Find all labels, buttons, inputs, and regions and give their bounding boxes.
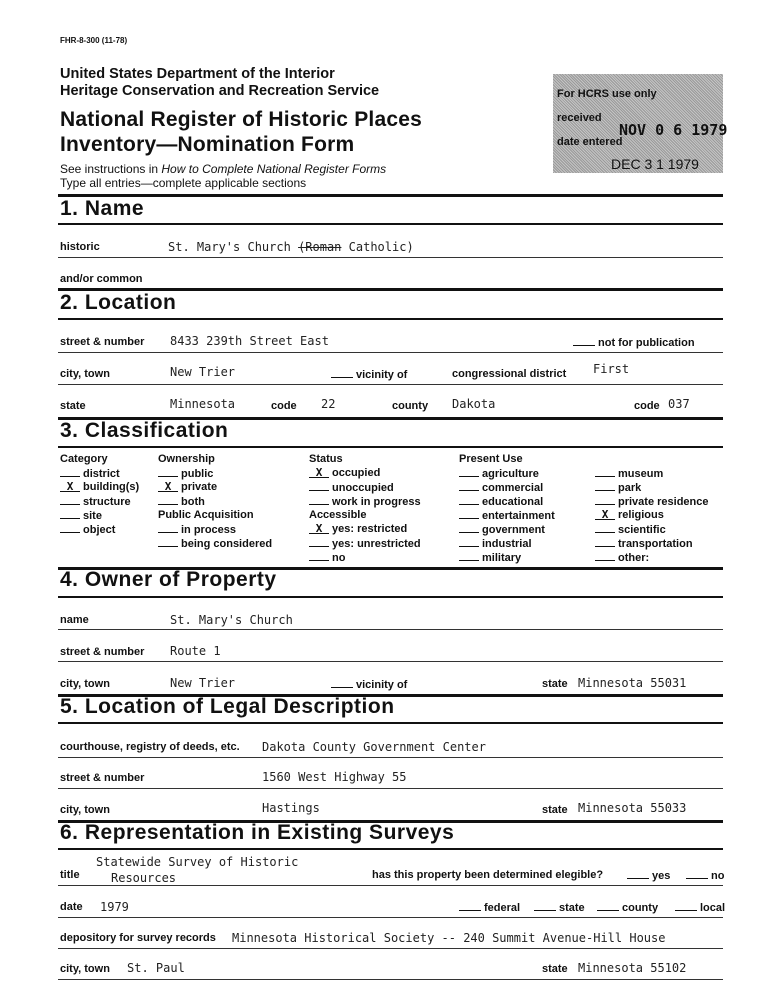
location-code-value: 22 xyxy=(321,397,336,411)
field-line xyxy=(58,885,723,886)
section-1-heading: 1. Name xyxy=(60,197,145,220)
survey-city-value: St. Paul xyxy=(127,961,185,975)
legal-state-value: Minnesota 55033 xyxy=(578,801,687,815)
survey-title-label: title xyxy=(60,869,80,881)
legal-street-label: street & number xyxy=(60,772,145,784)
location-vicinity: vicinity of xyxy=(331,368,407,381)
checkbox-blank xyxy=(158,523,178,533)
checklist-item xyxy=(309,467,421,481)
checklist-item xyxy=(158,481,217,495)
survey-city-label: city, town xyxy=(60,963,110,975)
legal-city-label: city, town xyxy=(60,804,110,816)
location-city-label: city, town xyxy=(60,368,110,380)
checklist-item xyxy=(459,481,555,495)
checklist-item xyxy=(60,467,139,481)
present-use-list-1 xyxy=(459,467,555,565)
section-rule xyxy=(58,848,723,850)
ownership-heading: Ownership xyxy=(158,453,215,465)
legal-state-label: state xyxy=(542,804,568,816)
location-code2-label: code xyxy=(634,400,660,412)
checkbox-blank xyxy=(459,495,479,505)
checkbox-blank xyxy=(595,481,615,491)
checklist-label: being considered xyxy=(181,538,273,550)
depository-label: depository for survey records xyxy=(60,932,216,944)
section-3-heading: 3. Classification xyxy=(60,419,229,442)
status-heading: Status xyxy=(309,453,343,465)
checklist-label: museum xyxy=(618,468,664,480)
checkbox-blank xyxy=(60,509,80,519)
owner-name-label: name xyxy=(60,614,89,626)
checkbox-blank: X xyxy=(60,482,80,492)
checklist-item xyxy=(309,481,421,495)
survey-state-value: Minnesota 55102 xyxy=(578,961,687,975)
field-line xyxy=(58,788,723,789)
survey-county: county xyxy=(597,901,658,914)
checklist-label: government xyxy=(482,524,545,536)
checklist-label: district xyxy=(83,468,120,480)
checklist-item xyxy=(60,495,139,509)
checklist-label: transportation xyxy=(618,538,693,550)
section-rule xyxy=(58,194,723,197)
courthouse-label: courthouse, registry of deeds, etc. xyxy=(60,741,240,753)
section-rule xyxy=(58,223,723,225)
survey-title-value-2: Resources xyxy=(111,871,177,885)
section-rule xyxy=(58,318,723,320)
checklist-label: entertainment xyxy=(482,510,555,522)
checklist-item xyxy=(595,551,709,565)
checkbox-blank xyxy=(158,537,178,547)
checklist-label: object xyxy=(83,524,116,536)
section-5-heading: 5. Location of Legal Description xyxy=(60,695,395,718)
common-label: and/or common xyxy=(60,273,143,285)
legal-street-value: 1560 West Highway 55 xyxy=(262,770,407,784)
location-code2-value: 037 xyxy=(668,397,690,411)
checklist-label: scientific xyxy=(618,524,666,536)
checkbox-blank xyxy=(309,537,329,547)
checklist-item xyxy=(459,551,555,565)
checkbox-blank xyxy=(60,523,80,533)
form-title-line-2: Inventory—Nomination Form xyxy=(60,133,355,156)
checkbox-blank xyxy=(309,495,329,505)
field-line xyxy=(58,661,723,662)
checklist-label: unoccupied xyxy=(332,482,394,494)
checkbox-blank xyxy=(595,495,615,505)
checkbox-blank xyxy=(459,523,479,533)
checkbox-blank xyxy=(595,523,615,533)
location-state-value: Minnesota xyxy=(170,397,236,411)
checklist-label: other: xyxy=(618,552,650,564)
checklist-label: agriculture xyxy=(482,468,539,480)
accessible-list xyxy=(309,523,421,565)
ownership-list xyxy=(158,467,217,509)
present-use-list-2 xyxy=(595,467,709,565)
section-4-heading: 4. Owner of Property xyxy=(60,568,277,591)
eligible-yes: yes xyxy=(627,869,670,882)
checkbox-blank xyxy=(60,495,80,505)
checklist-label: educational xyxy=(482,496,544,508)
location-county-label: county xyxy=(392,400,429,412)
checklist-item xyxy=(595,495,709,509)
checklist-label: private xyxy=(181,481,218,493)
owner-state-label: state xyxy=(542,678,568,690)
checkbox-blank xyxy=(595,467,615,477)
field-line xyxy=(58,384,723,385)
acquisition-list xyxy=(158,523,272,551)
legal-city-value: Hastings xyxy=(262,801,320,815)
owner-street-label: street & number xyxy=(60,646,145,658)
location-county-value: Dakota xyxy=(452,397,496,411)
checklist-label: military xyxy=(482,552,522,564)
location-code-label: code xyxy=(271,400,297,412)
checkbox-blank xyxy=(459,537,479,547)
category-list xyxy=(60,467,139,537)
checkbox-blank: X xyxy=(595,510,615,520)
checklist-label: private residence xyxy=(618,496,709,508)
section-rule xyxy=(58,722,723,724)
checklist-item xyxy=(459,537,555,551)
status-list xyxy=(309,467,421,509)
public-acquisition-heading: Public Acquisition xyxy=(158,509,254,521)
location-street-value: 8433 239th Street East xyxy=(170,334,329,348)
checklist-label: commercial xyxy=(482,482,544,494)
owner-city-value: New Trier xyxy=(170,676,236,690)
checklist-label: public xyxy=(181,468,214,480)
survey-local: local xyxy=(675,901,725,914)
checkbox-blank xyxy=(459,509,479,519)
survey-federal: federal xyxy=(459,901,520,914)
checklist-label: religious xyxy=(618,509,664,521)
present-use-heading: Present Use xyxy=(459,453,523,465)
section-2-heading: 2. Location xyxy=(60,291,177,314)
survey-date-value: 1979 xyxy=(100,900,129,914)
field-line xyxy=(58,979,723,980)
checkbox-blank xyxy=(60,467,80,477)
form-title-line-1: National Register of Historic Places xyxy=(60,108,422,131)
checkbox-blank: X xyxy=(309,468,329,478)
checklist-item xyxy=(459,509,555,523)
checklist-item xyxy=(595,509,709,523)
historic-label: historic xyxy=(60,241,100,253)
checklist-label: both xyxy=(181,496,205,508)
agency-line-2: Heritage Conservation and Recreation Service xyxy=(60,83,380,99)
checklist-item xyxy=(158,523,272,537)
checklist-item xyxy=(60,509,139,523)
survey-date-label: date xyxy=(60,901,83,913)
not-for-publication: not for publication xyxy=(573,336,695,349)
checklist-item xyxy=(60,481,139,495)
checkbox-blank: X xyxy=(158,482,178,492)
checklist-item xyxy=(459,467,555,481)
category-heading: Category xyxy=(60,453,108,465)
section-rule xyxy=(58,446,723,448)
checklist-item xyxy=(158,495,217,509)
checklist-label: no xyxy=(332,552,346,564)
checklist-item xyxy=(309,495,421,509)
owner-vicinity: vicinity of xyxy=(331,678,407,691)
checkbox-blank xyxy=(459,467,479,477)
checklist-item xyxy=(309,537,421,551)
eligible-question: has this property been determined elegible? xyxy=(372,869,604,881)
courthouse-value: Dakota County Government Center xyxy=(262,740,486,754)
historic-value: St. Mary's Church (Roman Catholic) xyxy=(168,240,414,254)
checkbox-blank xyxy=(595,551,615,561)
checklist-label: building(s) xyxy=(83,481,140,493)
field-line xyxy=(58,629,723,630)
checklist-item xyxy=(60,523,139,537)
checklist-item xyxy=(595,537,709,551)
checkbox-blank xyxy=(309,551,329,561)
checkbox-blank: X xyxy=(309,524,329,534)
section-6-heading: 6. Representation in Existing Surveys xyxy=(60,821,455,844)
owner-city-label: city, town xyxy=(60,678,110,690)
checkbox-blank xyxy=(158,495,178,505)
hcrs-stamp: For HCRS use only received NOV 0 6 1979 date entered DEC 3 1 1979 xyxy=(553,74,723,173)
checklist-item xyxy=(595,467,709,481)
checklist-item xyxy=(595,523,709,537)
checklist-label: park xyxy=(618,482,642,494)
checklist-item xyxy=(459,495,555,509)
checklist-item xyxy=(595,481,709,495)
checkbox-blank xyxy=(158,467,178,477)
checklist-item xyxy=(309,551,421,565)
checkbox-blank xyxy=(309,481,329,491)
checklist-label: occupied xyxy=(332,467,381,479)
field-line xyxy=(58,257,723,258)
form-id: FHR-8-300 (11-78) xyxy=(60,36,128,45)
instructions-line-1: See instructions in How to Complete National Register Forms xyxy=(60,162,387,176)
owner-name-value: St. Mary's Church xyxy=(170,613,293,627)
survey-title-value-1: Statewide Survey of Historic xyxy=(96,855,299,869)
location-state-label: state xyxy=(60,400,86,412)
checklist-item xyxy=(459,523,555,537)
checklist-item xyxy=(309,523,421,537)
checkbox-blank xyxy=(595,537,615,547)
survey-state-label: state xyxy=(542,963,568,975)
checklist-item xyxy=(158,467,217,481)
checklist-label: yes: restricted xyxy=(332,523,408,535)
checklist-label: yes: unrestricted xyxy=(332,538,421,550)
accessible-heading: Accessible xyxy=(309,509,367,521)
field-line xyxy=(58,917,723,918)
location-city-value: New Trier xyxy=(170,365,236,379)
checklist-label: in process xyxy=(181,524,237,536)
checklist-label: work in progress xyxy=(332,496,421,508)
checklist-label: industrial xyxy=(482,538,532,550)
agency-line-1: United States Department of the Interior xyxy=(60,66,335,82)
field-line xyxy=(58,948,723,949)
checkbox-blank xyxy=(459,551,479,561)
field-line xyxy=(58,352,723,353)
owner-street-value: Route 1 xyxy=(170,644,221,658)
congressional-district-label: congressional district xyxy=(452,368,567,380)
field-line xyxy=(58,757,723,758)
congressional-district-value: First xyxy=(593,362,630,376)
checkbox-blank xyxy=(459,481,479,491)
location-street-label: street & number xyxy=(60,336,145,348)
depository-value: Minnesota Historical Society -- 240 Summit Avenue-Hill House xyxy=(232,931,666,945)
checklist-item xyxy=(158,537,272,551)
checklist-label: structure xyxy=(83,496,131,508)
checklist-label: site xyxy=(83,510,102,522)
survey-state: state xyxy=(534,901,585,914)
instructions-line-2: Type all entries—complete applicable sections xyxy=(60,176,307,190)
owner-state-value: Minnesota 55031 xyxy=(578,676,687,690)
eligible-no: no xyxy=(686,869,724,882)
section-rule xyxy=(58,596,723,598)
